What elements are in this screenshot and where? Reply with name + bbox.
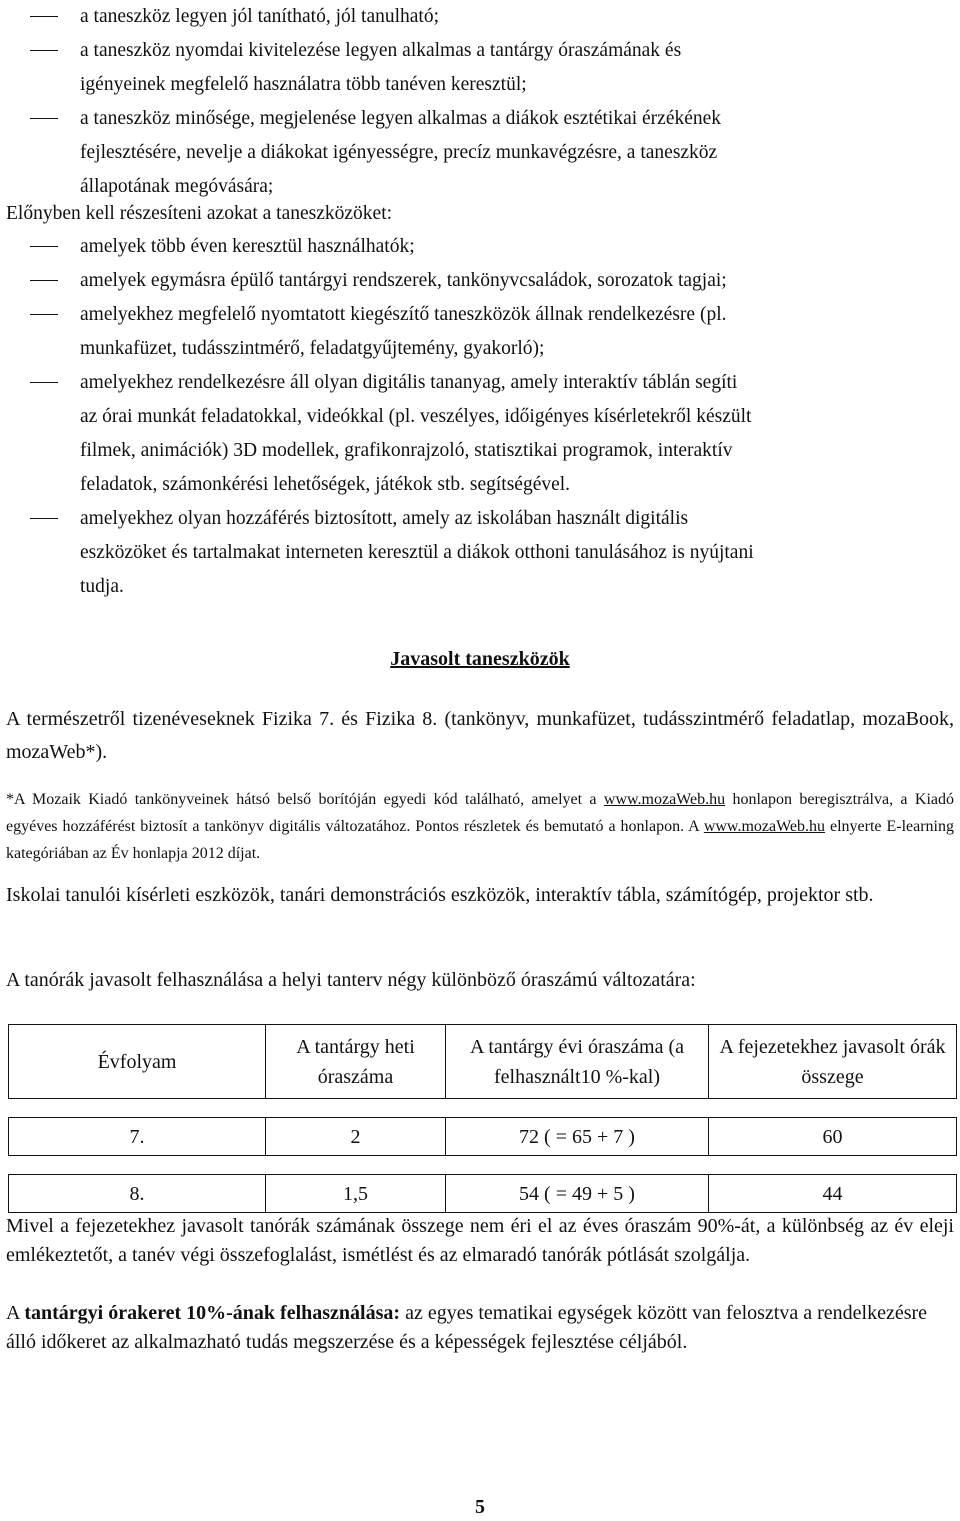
list-item [0, 102, 955, 204]
list-item-line: feladatok, számonkérési lehetőségek, játékok stb. segítségével. [80, 474, 571, 495]
table-cell: 60 [709, 1118, 957, 1156]
spacer-cell [9, 1099, 266, 1118]
spacer-cell [446, 1099, 709, 1118]
list-item-line: amelyekhez rendelkezésre áll olyan digitális tananyag, amely interaktív táblán segíti [80, 372, 738, 393]
table-header-cell: A tantárgy évi óraszáma (a felhasznált10 %-kal) [446, 1025, 709, 1099]
section-heading: Javasolt taneszközök [390, 648, 570, 670]
list-item-line: amelyek egymásra épülő tantárgyi rendszerek, tankönyvcsaládok, sorozatok tagjai; [80, 270, 727, 291]
usage-bold-phrase: tantárgyi órakeret 10%-ának felhasználása: [24, 1302, 401, 1324]
recommended-books: A természetről tizenéveseknek Fizika 7. és Fizika 8. (tankönyv, munkafüzet, tudásszintmérő feladatlap, mozaBook, mozaWeb*). [6, 708, 954, 763]
table-intro: A tanórák javasolt felhasználása a helyi tanterv négy különböző óraszámú változatára: [6, 969, 696, 991]
list-item-line: a taneszköz minősége, megjelenése legyen alkalmas a diákok esztétikai érzékének [80, 108, 722, 129]
table-spacer-row [9, 1099, 957, 1118]
footnote-text: elnyerte E-learning kategóriában az Év honlapja 2012 díjat. [6, 818, 954, 862]
table-row [9, 1118, 957, 1156]
list-item-line: fejlesztésére, nevelje a diákokat igényességre, precíz munkavégzésre, a taneszköz [80, 142, 718, 163]
preference-list [0, 230, 955, 604]
table-cell: 8. [9, 1175, 266, 1213]
table-cell: 7. [9, 1118, 266, 1156]
spacer-cell [709, 1156, 957, 1175]
table-spacer-row [9, 1156, 957, 1175]
spacer-cell [266, 1156, 446, 1175]
hours-table [8, 1024, 957, 1213]
mozaweb-link[interactable]: www.mozaWeb.hu [703, 818, 826, 835]
table-cell: 72 ( = 65 + 7 ) [446, 1118, 709, 1156]
spacer-cell [266, 1099, 446, 1118]
list-item-line: amelyekhez megfelelő nyomtatott kiegészítő taneszközök állnak rendelkezésre (pl. [80, 304, 727, 325]
table-header-cell: Évfolyam [9, 1025, 266, 1099]
list-item [0, 34, 955, 102]
dash-bullet-icon [30, 246, 58, 247]
usage-paragraph [6, 1299, 954, 1357]
table-cell: 1,5 [266, 1175, 446, 1213]
list-item-line: munkafüzet, tudásszintmérő, feladatgyűjtemény, gyakorló); [80, 338, 545, 359]
footnote [6, 786, 954, 867]
mozaweb-link[interactable]: www.mozaWeb.hu [603, 791, 726, 808]
usage-prefix: A [6, 1302, 25, 1324]
table-cell: 2 [266, 1118, 446, 1156]
table-header-cell: A tantárgy heti óraszáma [266, 1025, 446, 1099]
closing-paragraph: Mivel a fejezetekhez javasolt tanórák számának összege nem éri el az éves óraszám 90%-át, a különbség az év eleji emlékeztetőt, a tanév végi összefoglalást, ismétlést és az elmaradó tanórák pótlását szolgálja. [6, 1215, 954, 1266]
footnote-text: *A Mozaik Kiadó tankönyveinek hátsó belső borítóján egyedi kód található, amelyet a [6, 791, 604, 808]
table-cell: 54 ( = 49 + 5 ) [446, 1175, 709, 1213]
table-header-cell: A fejezetekhez javasolt órák összege [709, 1025, 957, 1099]
dash-bullet-icon [30, 280, 58, 281]
list-item [0, 298, 955, 366]
spacer-cell [446, 1156, 709, 1175]
list-item [0, 230, 955, 264]
usage-text: az egyes tematikai egységek között van felosztva a rendelkezésre álló időkeret az alkalmazható tudás megszerzése és a képességek fejlesztése céljából. [6, 1302, 928, 1353]
list-item [0, 264, 955, 298]
list-item-line: az órai munkát feladatokkal, videókkal (pl. veszélyes, időigényes kísérletekről készült [80, 406, 752, 427]
footnote-text: honlapon beregisztrálva, a Kiadó egyéves hozzáférést biztosít a tankönyv digitális változatához. Pontos részletek és bemutató a honlapon. A [6, 791, 954, 835]
spacer-cell [709, 1099, 957, 1118]
dash-bullet-icon [30, 382, 58, 383]
list-item [0, 502, 955, 604]
table-header-row [9, 1025, 957, 1099]
dash-bullet-icon [30, 314, 58, 315]
list-item-line: a taneszköz legyen jól tanítható, jól tanulható; [80, 6, 440, 27]
table-cell: 44 [709, 1175, 957, 1213]
table-row [9, 1175, 957, 1213]
list-item-line: igényeinek megfelelő használatra több tanéven keresztül; [80, 74, 527, 95]
list-item-line: eszközöket és tartalmakat interneten keresztül a diákok otthoni tanulásához is nyújtani [80, 542, 754, 563]
dash-bullet-icon [30, 16, 58, 17]
dash-bullet-icon [30, 518, 58, 519]
spacer-cell [9, 1156, 266, 1175]
list-item-line: állapotának megóvására; [80, 176, 274, 197]
list-item-line: amelyekhez olyan hozzáférés biztosított, amely az iskolában használt digitális [80, 508, 689, 529]
preference-lead: Előnyben kell részesíteni azokat a taneszközöket: [6, 203, 393, 224]
list-item [0, 0, 955, 34]
dash-bullet-icon [30, 50, 58, 51]
list-item [0, 366, 955, 502]
list-item-line: tudja. [80, 576, 124, 597]
page-number: 5 [475, 1496, 485, 1518]
equipment-paragraph: Iskolai tanulói kísérleti eszközök, tanári demonstrációs eszközök, interaktív tábla, számítógép, projektor stb. [6, 884, 874, 906]
dash-bullet-icon [30, 118, 58, 119]
criteria-list [0, 0, 955, 204]
list-item-line: filmek, animációk) 3D modellek, grafikonrajzoló, statisztikai programok, interaktív [80, 440, 733, 461]
list-item-line: a taneszköz nyomdai kivitelezése legyen alkalmas a tantárgy óraszámának és [80, 40, 682, 61]
list-item-line: amelyek több éven keresztül használhatók; [80, 236, 415, 257]
